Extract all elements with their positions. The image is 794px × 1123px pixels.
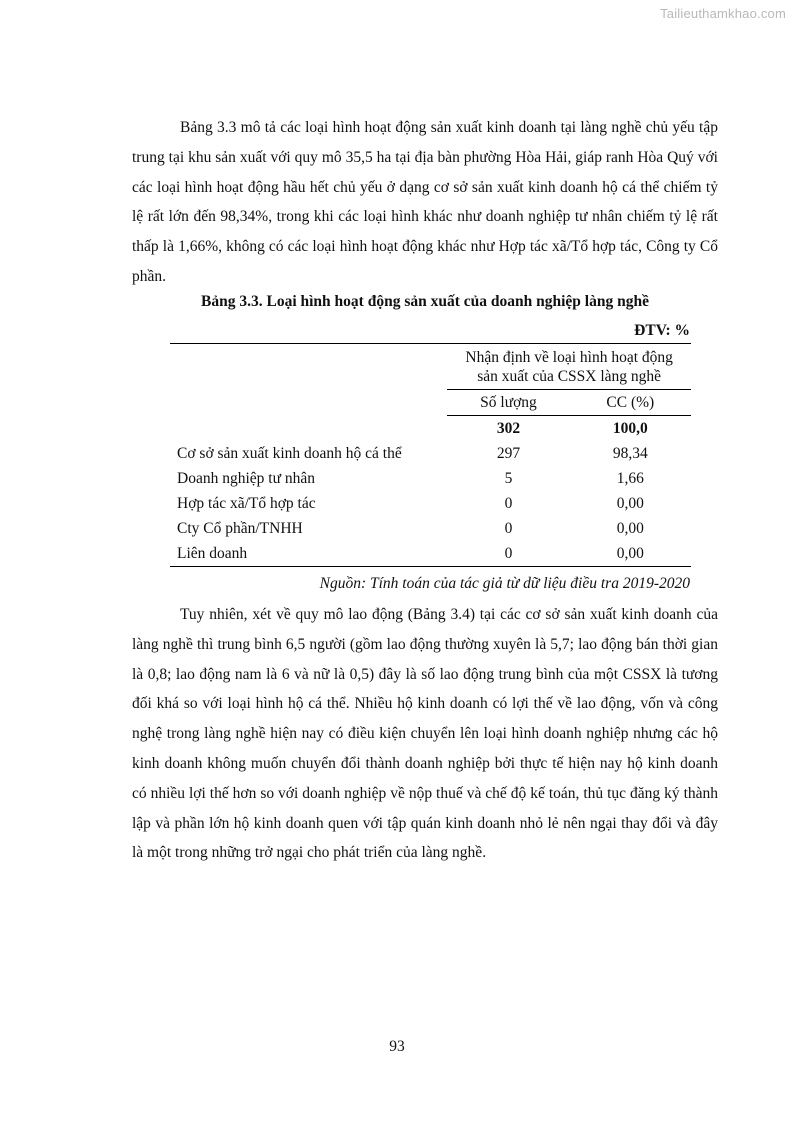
row-pct: 0,00 [616,494,644,512]
row-count: 297 [496,444,521,462]
row-label: Doanh nghiệp tư nhân [177,469,315,487]
group-header-line2: sản xuất của CSSX làng nghề [477,367,662,385]
data-table [170,343,691,567]
row-pct: 0,00 [616,519,644,537]
table-row [170,516,691,541]
table-row [170,491,691,516]
total-pct: 100,0 [612,419,648,437]
total-empty-cell [170,416,447,442]
row-label: Cơ sở sản xuất kinh doanh hộ cá thể [177,444,402,462]
table-row [170,441,691,466]
group-header [447,344,691,390]
paragraph-labor: Tuy nhiên, xét về quy mô lao động (Bảng 3.4) tại các cơ sở sản xuất kinh doanh của làng nghề thì trung bình 6,5 người (gồm lao động thường xuyên là 5,7; lao động bán thời gian là 0,8; lao động nam là 6 và nữ là 0,5) đây là số lao động trung bình của một CSSX là tương đối khá so với loại hình hộ cá thể. Nhiều hộ kinh doanh có lợi thế về lao động, vốn và công nghệ trong làng nghề hiện nay có điều kiện chuyển lên loại hình doanh nghiệp nhưng các hộ kinh doanh không muốn chuyển đổi thành doanh nghiệp bởi thực tế hiện nay hộ kinh doanh có nhiều lợi thế hơn so với doanh nghiệp về nộp thuế và chế độ kế toán, thủ tục đăng ký thành lập và phần lớn hộ kinh doanh quen với tập quán kinh doanh nhỏ lẻ nên ngại thay đổi và đây là một trong những trở ngại cho phát triển của làng nghề. [132,606,718,862]
table-title: Bảng 3.3. Loại hình hoạt động sản xuất của doanh nghiệp làng nghề [201,293,649,310]
row-label: Cty Cổ phần/TNHH [177,519,303,537]
page-number: 93 [389,1038,405,1055]
table-source-note: Nguồn: Tính toán của tác giả từ dữ liệu điều tra 2019-2020 [319,575,690,592]
table-unit: ĐTV: % [634,322,690,339]
row-label: Liên doanh [170,541,447,567]
table-header-row [170,344,691,390]
table-subheader-row [170,390,691,416]
watermark: Tailieuthamkhao.com [660,6,786,21]
row-count: 0 [504,519,513,537]
row-label: Hợp tác xã/Tổ hợp tác [177,494,316,512]
table-row [170,466,691,491]
total-row [170,416,691,442]
total-count: 302 [496,419,521,437]
row-count: 5 [504,469,513,487]
row-count: 0 [447,541,569,567]
table-row [170,541,691,567]
col-header-pct: CC (%) [570,390,691,416]
row-pct: 1,66 [616,469,644,487]
row-pct: 0,00 [570,541,691,567]
header-empty-cell [170,344,447,390]
row-count: 0 [504,494,513,512]
subheader-empty-cell [170,390,447,416]
col-header-count: Số lượng [447,390,569,416]
row-pct: 98,34 [612,444,648,462]
group-header-line1: Nhận định về loại hình hoạt động [465,348,673,366]
paragraph-intro: Bảng 3.3 mô tả các loại hình hoạt động sản xuất kinh doanh tại làng nghề chủ yếu tập trung tại khu sản xuất với quy mô 35,5 ha tại địa bàn phường Hòa Hải, giáp ranh Hòa Quý với các loại hình hoạt động hầu hết chủ yếu ở dạng cơ sở sản xuất kinh doanh hộ cá thể chiếm tỷ lệ rất lớn đến 98,34%, trong khi các loại hình khác như doanh nghiệp tư nhân chiếm tỷ lệ rất thấp là 1,66%, không có các loại hình hoạt động khác như Hợp tác xã/Tổ hợp tác, Công ty Cổ phần. [132,119,718,285]
